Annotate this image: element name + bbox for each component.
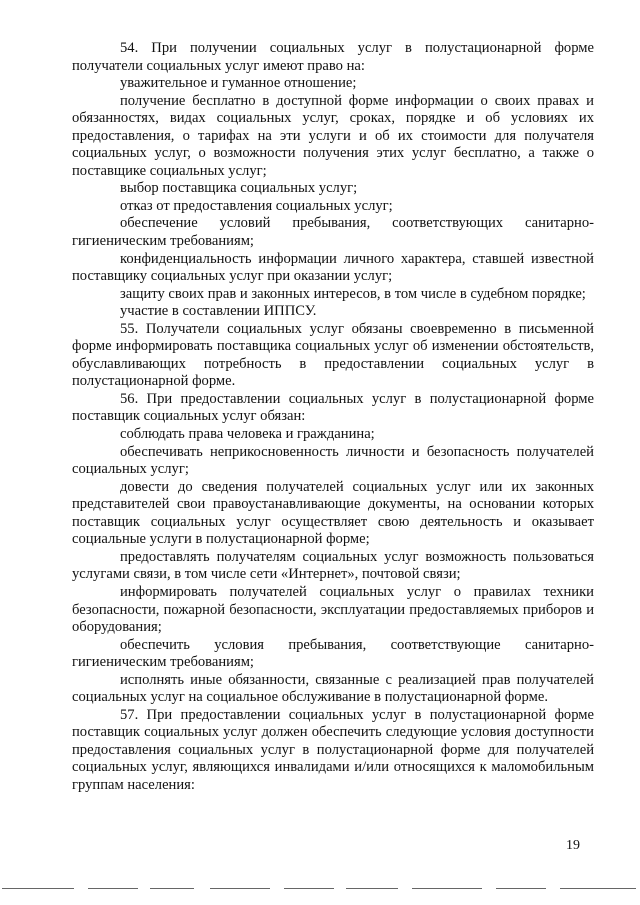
list-item: соблюдать права человека и гражданина; [120, 426, 375, 443]
list-item: конфиденциальность информации личного характера, ставшей известной поставщику социальных услуг при оказании услуг; [72, 250, 594, 285]
list-item: обеспечивать неприкосновенность личности и безопасность получателей социальных услуг; [72, 443, 594, 478]
list-item: участие в составлении ИППСУ. [120, 303, 317, 320]
paragraph-56-intro: 56. При предоставлении социальных услуг в полустационарной форме поставщик социальных услуг обязан: [72, 390, 594, 425]
list-item: довести до сведения получателей социальных услуг или их законных представителей свои правоустанавливающие документы, на основании которых поставщик социальных услуг осуществляет свою деятельность и оказывает социальные услуги в полустационарной форме; [72, 478, 594, 548]
document-body [72, 40, 594, 795]
page-number: 19 [566, 838, 580, 853]
list-item: обеспечить условия пребывания, соответствующие санитарно-гигиеническим требованиям; [72, 636, 594, 671]
list-item: получение бесплатно в доступной форме информации о своих правах и обязанностях, видах социальных услуг, сроках, порядке и об условиях их предоставления, о тарифах на эти услуги и об их стоимости для получателя социальных услуг, о возможности получения этих услуг бесплатно, а также о поставщике социальных услуг; [72, 92, 594, 179]
paragraph-54-intro: 54. При получении социальных услуг в полустационарной форме получатели социальных услуг имеют право на: [72, 40, 594, 74]
list-item: исполнять иные обязанности, связанные с реализацией прав получателей социальных услуг на социальное обслуживание в полустационарной форме. [72, 671, 594, 706]
footer-divider [0, 888, 640, 898]
list-item: защиту своих прав и законных интересов, в том числе в судебном порядке; [120, 285, 586, 302]
list-item: отказ от предоставления социальных услуг; [120, 197, 393, 214]
list-item: обеспечение условий пребывания, соответствующих санитарно-гигиеническим требованиям; [72, 215, 594, 250]
list-item: уважительное и гуманное отношение; [120, 75, 357, 92]
paragraph-57: 57. При предоставлении социальных услуг в полустационарной форме поставщик социальных услуг должен обеспечить следующие условия доступности предоставления социальных услуг в полустационарной форме для получателей социальных услуг, являющихся инвалидами и/или относящихся к маломобильным группам населения: [72, 706, 594, 793]
list-item: информировать получателей социальных услуг о правилах техники безопасности, пожарной безопасности, эксплуатации предоставляемых приборов и оборудования; [72, 583, 594, 636]
paragraph-55: 55. Получатели социальных услуг обязаны своевременно в письменной форме информировать поставщика социальных услуг об изменении обстоятельств, обуславливающих потребность в предоставлении социальных услуг в полустационарной форме. [72, 320, 594, 390]
list-item: выбор поставщика социальных услуг; [120, 180, 358, 197]
list-item: предоставлять получателям социальных услуг возможность пользоваться услугами связи, в том числе сети «Интернет», почтовой связи; [72, 548, 594, 583]
